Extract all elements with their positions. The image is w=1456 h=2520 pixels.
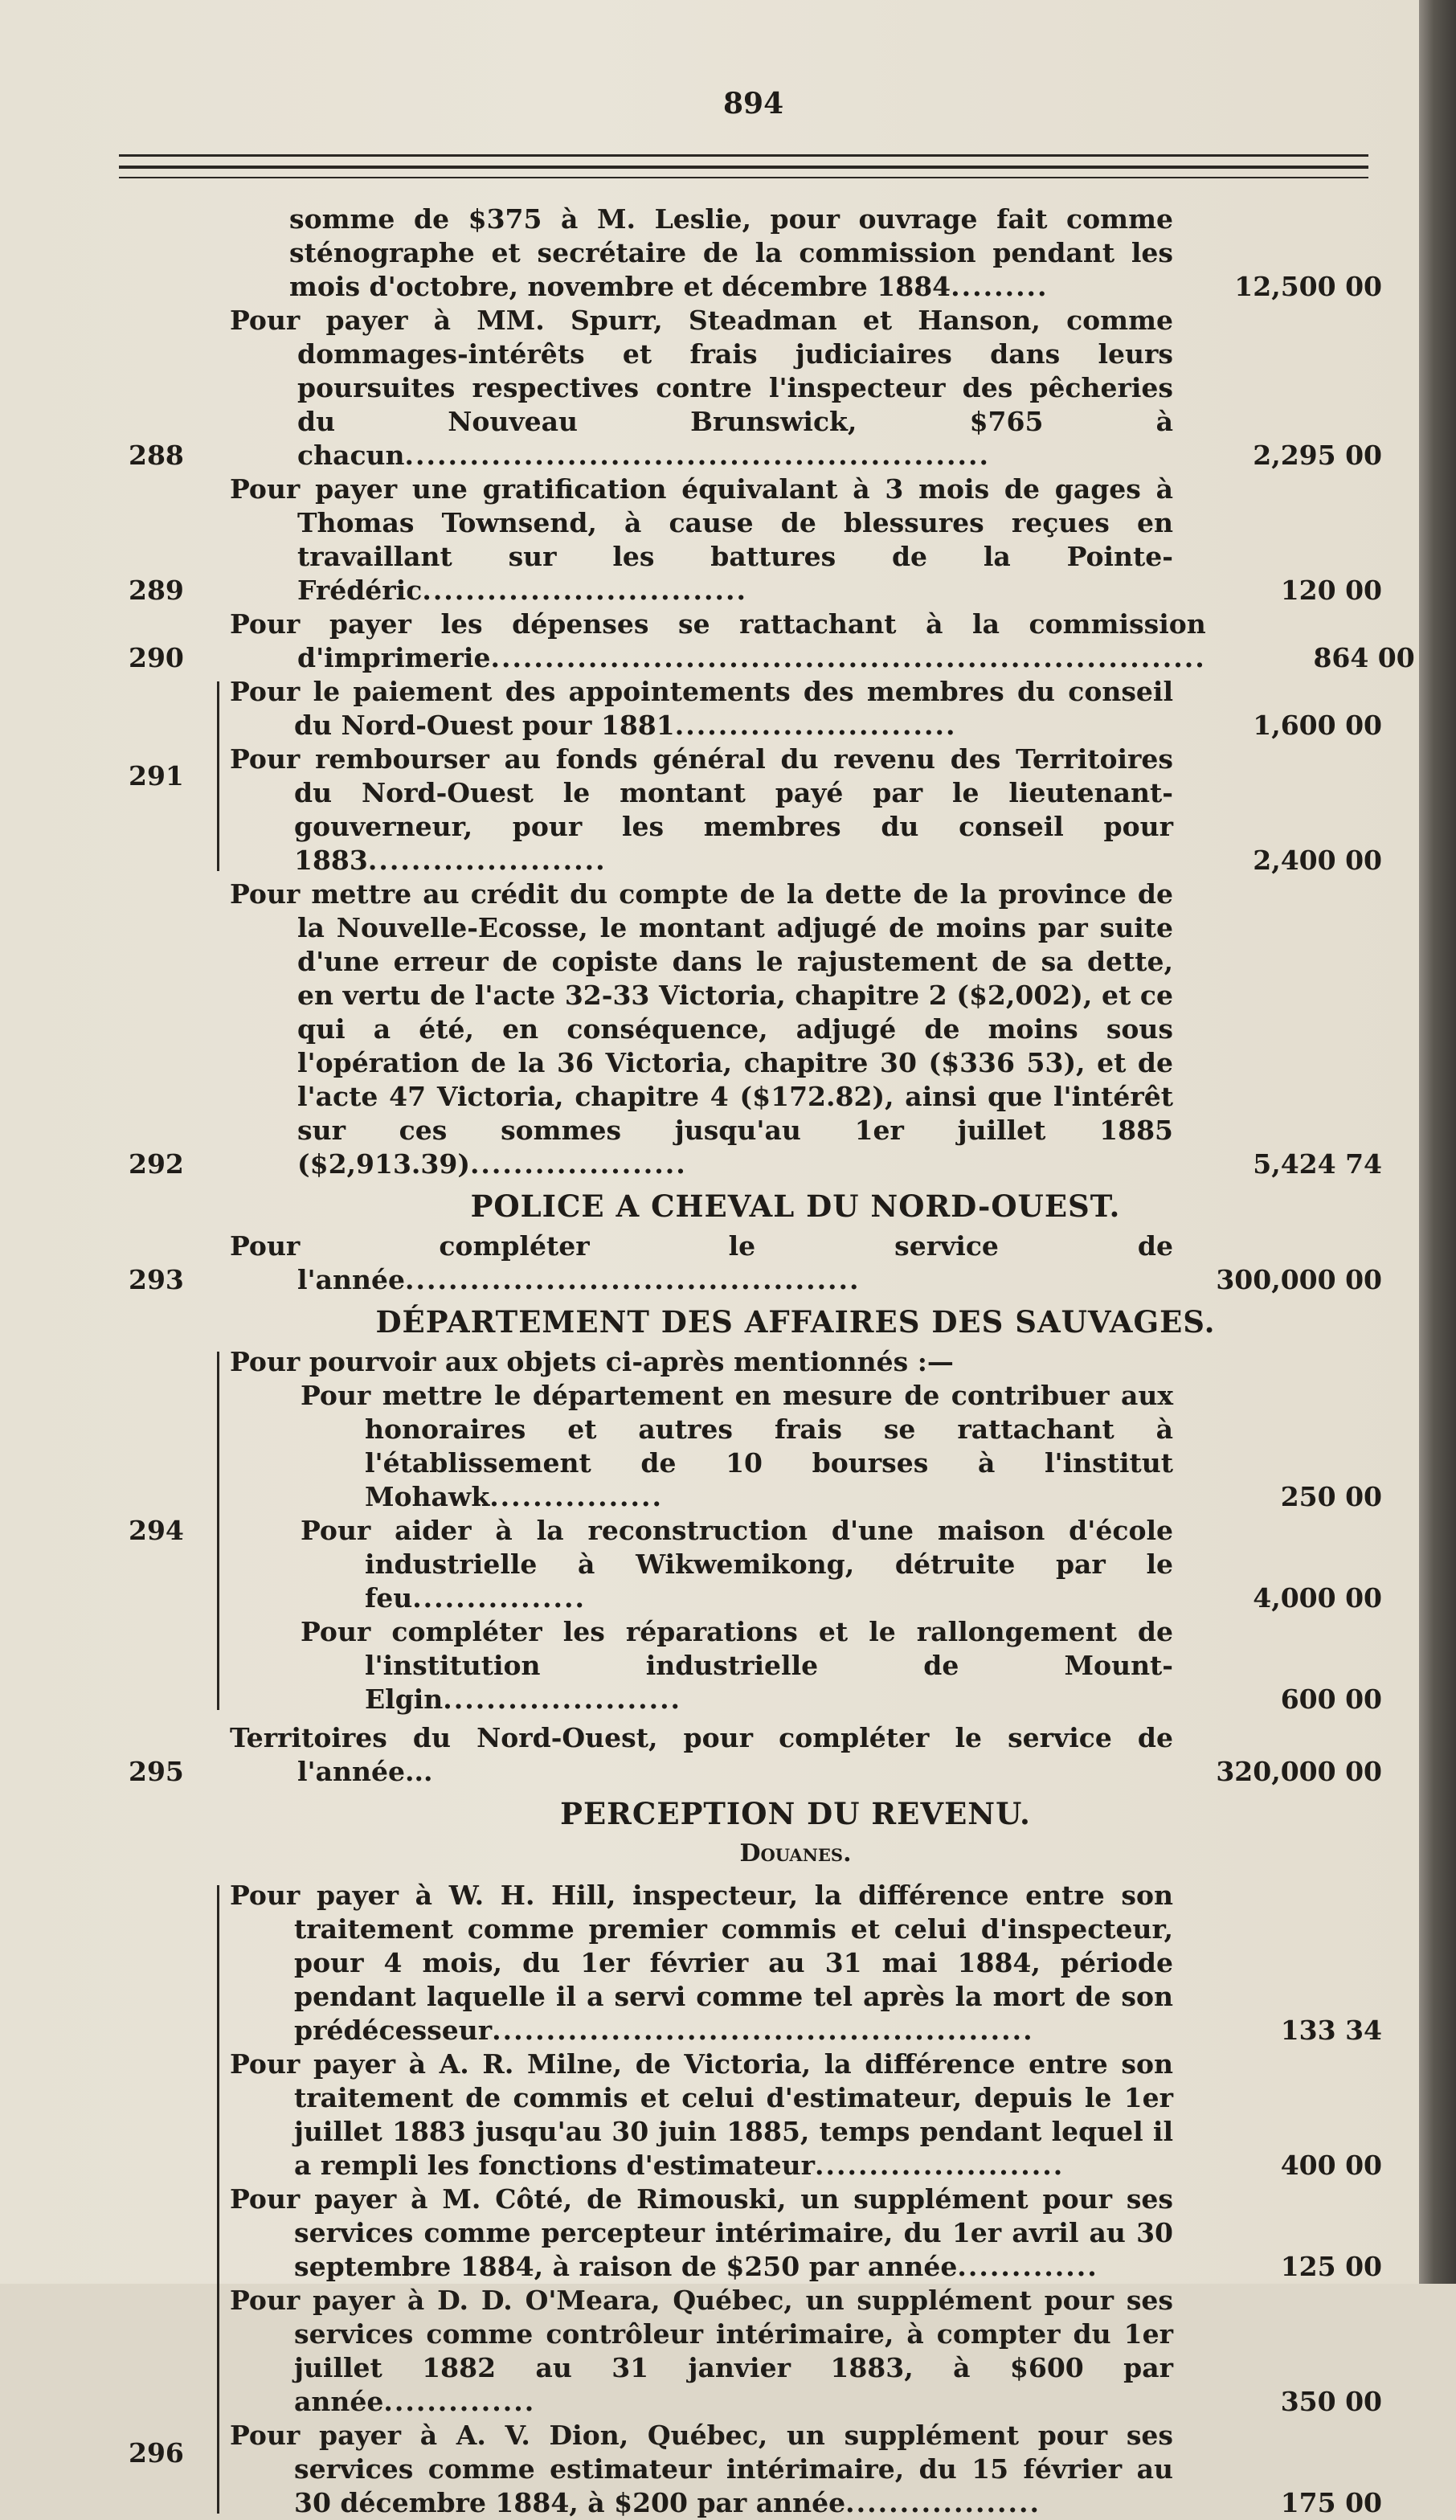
entry-text: Territoires du Nord-Ouest, pour compléter le service de l'année... — [230, 1722, 1173, 1787]
entry-amount: 350 00 — [1280, 2386, 1382, 2417]
entry-291 — [129, 675, 1382, 878]
entry-text: Pour payer à A. V. Dion, Québec, un supplément pour ses services comme estimateur intérimaire, du 15 février au 30 décembre 1884, à $200 par année.................. — [230, 2420, 1173, 2518]
entry-289 — [129, 472, 1382, 608]
sub-entry-intro — [230, 1345, 1382, 1379]
entry-number: 290 — [129, 642, 184, 673]
document-body — [129, 202, 1415, 2520]
sub-entry — [230, 2182, 1382, 2284]
entry-amount: 250 00 — [1280, 1481, 1382, 1512]
sub-entry — [230, 1379, 1382, 1514]
section-heading-police: POLICE A CHEVAL DU NORD-OUEST. — [470, 1188, 1121, 1224]
entry-number: 296 — [129, 2437, 184, 2469]
entry-amount: 2,400 00 — [1253, 845, 1382, 876]
entry-amount: 125 00 — [1280, 2251, 1382, 2282]
entry-number: 291 — [129, 760, 184, 792]
entry-amount: 133 34 — [1280, 2015, 1382, 2046]
entry-text: Pour pourvoir aux objets ci-après mentionnés :— — [230, 1346, 954, 1377]
entry-number: 294 — [129, 1515, 184, 1546]
subheading-douanes: Douanes. — [739, 1839, 852, 1868]
entry-amount: 4,000 00 — [1253, 1582, 1382, 1614]
sub-entry — [230, 2419, 1382, 2520]
entry-amount: 1,600 00 — [1253, 710, 1382, 741]
entry-text: Pour mettre au crédit du compte de la dette de la province de la Nouvelle-Ecosse, le montant adjugé de moins par suite d'une erreur de copiste dans le rajustement de sa dette, en vertu de l'acte 32-33 Victoria, chapitre 2 ($2,002), et ce qui a été, en conséquence, adjugé de moins sous l'opération de la 36 Victoria, chapitre 30 ($336 53), et de l'acte 47 Victoria, chapitre 4 ($172.82), ainsi que l'intérêt sur ces sommes jusqu'au 1er juillet 1885 ($2,913.39).................... — [230, 878, 1173, 1180]
entry-text: Pour payer à M. Côté, de Rimouski, un supplément pour ses services comme percepteur intérimaire, du 1er avril au 30 septembre 1884, à raison de $250 par année............. — [230, 2183, 1173, 2282]
entry-293 — [129, 1229, 1382, 1297]
entry-text: Pour payer les dépenses se rattachant à la commission d'imprimerie.................................................................. — [230, 608, 1206, 673]
brace — [206, 1879, 230, 2520]
entry-amount: 12,500 00 — [1234, 271, 1382, 302]
entry-number: 288 — [129, 440, 184, 471]
entry-amount: 2,295 00 — [1253, 440, 1382, 471]
header-rule — [119, 177, 1368, 178]
entry-text: Pour payer une gratification équivalant à 3 mois de gages à Thomas Townsend, à cause de blessures reçues en travaillant sur les battures de la Pointe-Frédéric.............................. — [230, 473, 1173, 606]
entry-amount: 120 00 — [1280, 575, 1382, 606]
entry-amount: 320,000 00 — [1216, 1756, 1382, 1787]
sub-entry — [230, 2048, 1382, 2182]
entry-text: Pour payer à D. D. O'Meara, Québec, un supplément pour ses services comme contrôleur intérimaire, à compter du 1er juillet 1882 au 31 janvier 1883, à $600 par année.............. — [230, 2285, 1173, 2417]
entry-number: 295 — [129, 1756, 184, 1787]
entry-text: Pour payer à W. H. Hill, inspecteur, la différence entre son traitement comme premier commis et celui d'inspecteur, pour 4 mois, du 1er février au 31 mai 1884, période pendant laquelle il a servi comme tel après la mort de son prédécesseur.................................................. — [230, 1880, 1173, 2046]
entry-number: 293 — [129, 1264, 184, 1295]
sub-entry — [230, 1615, 1382, 1716]
entry-292 — [129, 878, 1382, 1181]
entry-text: Pour mettre le département en mesure de contribuer aux honoraires et autres frais se rattachant à l'établissement de 10 bourses à l'institut Mohawk................ — [301, 1380, 1173, 1512]
sub-entry — [230, 742, 1382, 878]
continuation-entry — [129, 202, 1382, 304]
section-heading-perception: PERCEPTION DU REVENU. — [560, 1796, 1031, 1831]
section-heading-sauvages: DÉPARTEMENT DES AFFAIRES DES SAUVAGES. — [375, 1304, 1216, 1340]
entry-text: Pour payer à MM. Spurr, Steadman et Hanson, comme dommages-intérêts et frais judiciaires dans leurs poursuites respectives contre l'inspecteur des pêcheries du Nouveau Brunswick, $765 à chacun...................................................... — [230, 305, 1173, 471]
brace — [206, 675, 230, 878]
book-edge — [1419, 0, 1456, 2284]
entry-amount: 175 00 — [1280, 2487, 1382, 2518]
entry-text: Pour compléter les réparations et le rallongement de l'institution industrielle de Mount-Elgin...................... — [301, 1616, 1173, 1715]
entry-number: 292 — [129, 1148, 184, 1180]
sub-entry — [230, 1879, 1382, 2048]
entry-294 — [129, 1345, 1382, 1716]
entry-text: Pour compléter le service de l'année.......................................... — [230, 1230, 1173, 1295]
entry-text: Pour payer à A. R. Milne, de Victoria, la différence entre son traitement de commis et celui d'estimateur, depuis le 1er juillet 1883 jusqu'au 30 juin 1885, temps pendant lequel il a rempli les fonctions d'estimateur....................... — [230, 2048, 1173, 2181]
entry-amount: 5,424 74 — [1253, 1148, 1382, 1180]
entry-amount: 864 00 — [1313, 642, 1415, 673]
header-rule — [119, 154, 1368, 157]
entry-text: somme de $375 à M. Leslie, pour ouvrage fait comme sténographe et secrétaire de la commission pendant les mois d'octobre, novembre et décembre 1884......... — [289, 203, 1173, 302]
entry-296 — [129, 1879, 1382, 2520]
entry-amount: 300,000 00 — [1216, 1264, 1382, 1295]
entry-text: Pour le paiement des appointements des membres du conseil du Nord-Ouest pour 1881.......................... — [230, 676, 1173, 741]
entry-amount: 400 00 — [1280, 2150, 1382, 2181]
entry-295 — [129, 1721, 1382, 1789]
sub-entry — [230, 1514, 1382, 1615]
entry-288 — [129, 304, 1382, 472]
entry-text: Pour aider à la reconstruction d'une maison d'école industrielle à Wikwemikong, détruite par le feu................ — [301, 1515, 1173, 1614]
entry-text: Pour rembourser au fonds général du revenu des Territoires du Nord-Ouest le montant payé par le lieutenant-gouverneur, pour les membres du conseil pour 1883...................... — [230, 743, 1173, 876]
entry-290 — [129, 608, 1415, 675]
sub-entry — [230, 2284, 1382, 2419]
entry-number: 289 — [129, 575, 184, 606]
header-rule — [119, 166, 1368, 169]
page-number: 894 — [723, 87, 784, 121]
brace — [206, 1345, 230, 1716]
entry-amount: 600 00 — [1280, 1683, 1382, 1715]
sub-entry — [230, 675, 1382, 742]
